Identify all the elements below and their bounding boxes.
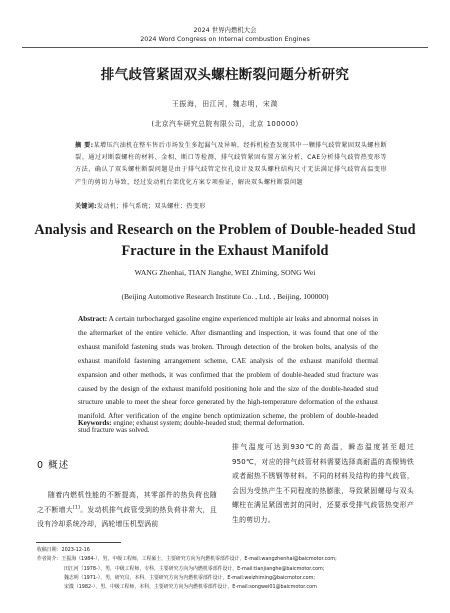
keywords-en-text: engine; exhaust system; double-headed stud; thermal deformation. [113, 419, 305, 427]
body-column-left [37, 488, 217, 532]
paper-title-en-line1: Analysis and Research on the Problem of Double-headed Stud [34, 222, 416, 238]
keywords-zh-text: 发动机；排气系统；双头螺柱；热变形 [96, 203, 206, 210]
keywords-en-label: Keywords: [78, 419, 112, 427]
conference-name-zh: 2024 世界内燃机大会 [193, 26, 257, 34]
body-text: 随着内燃机性能的不断提高，其零部件的热负荷也随之不断增大 [37, 491, 217, 514]
section-heading-overview: 0 概述 [37, 460, 70, 471]
abstract-zh [75, 140, 387, 189]
footnotes [37, 546, 437, 592]
abstract-en-text: A certain turbocharged gasoline engine experienced multiple air leaks and abnormal noises in the aftermarket of the entire vehicle. After dismantling and inspection, it was found that one of the exhaust manifold fastening studs was broken. Through detection of the broken bolts, analysis of the exhaust manifold fastening arrangement scheme, CAE analysis of the exhaust manifold thermal expansion and other methods, it was confirmed that the problem of double-headed stud fracture was caused by the design of the exhaust manifold positioning hole and the size of the double-headed stud structure unable to meet the shear force generated by the high-temperature deformation of the exhaust manifold. After verification of the engine bench optimization scheme, the problem of double-headed stud fracture was solved. [78, 315, 379, 435]
keywords-zh [75, 201, 387, 210]
affiliation-en: (Beijing Automotive Research Institute Co. , Ltd. , Beijing, 100000) [121, 292, 329, 301]
received-date: 收稿日期：2023-12-16 [37, 547, 90, 553]
paper-title-en-line2: Fracture in the Exhaust Manifold [121, 243, 329, 259]
body-paragraph [37, 488, 217, 532]
author-bio-3: 魏志明（1971-），男，研究员，本科，主要研究方向为内燃机零部件设计，E-mail:weizhiming@baicmotor.com; [64, 574, 315, 581]
author-bio-4: 宋溦（1982-），男，中级工程师，本科，主要研究方向为内燃机零部件设计，E-mail:songwei01@baicmotor.com [64, 584, 317, 591]
author-bio-1: 作者简介：王振海（1984-），男，中级工程师，工程硕士，主要研究方向为内燃机零部件设计，E-mail:wangzhenhai@baicmotor.com; [37, 556, 337, 563]
authors-en: WANG Zhenhai, TIAN Jianghe, WEI Zhiming, SONG Wei [134, 268, 316, 277]
affiliation-zh: (北京汽车研究总院有限公司，北京 100000) [151, 120, 299, 128]
conference-name-en: 2024 Word Congress on Internal combustion Engines [140, 35, 310, 43]
body-column-right [232, 440, 414, 528]
keywords-zh-label: 关键词: [75, 203, 97, 210]
author-bio-2: 田江河（1978-），男，中级工程师，专科，主要研究方向为内燃机零部件设计，E-mail:tianjianghe@baicmotor.com; [64, 565, 325, 572]
authors-zh: 王振海，田江河，魏志明，宋溦 [171, 100, 279, 108]
body-paragraph: 排气温度可达到930℃的高温，瞬态温度甚至超过950℃，对应的排气歧管材料需要选择高耐温的高镍铸铁或者耐热不锈钢等材料。不同的材料及结构的排气歧管，会因为受热产生不同程度的热膨胀，导致紧固螺母与双头螺柱在满足紧固密封的同时，还要承受排气歧管热变形产生的剪切力。 [232, 443, 414, 524]
body-text-cont: 。发动机排气歧管受到的热负荷非常大，且没有冷却系统冷却，涡轮增压机型涡前 [37, 505, 217, 529]
citation: [1] [73, 505, 81, 511]
paper-title-zh: 排气歧管紧固双头螺柱断裂问题分析研究 [100, 67, 350, 83]
footnote-rule [36, 542, 121, 543]
abstract-zh-text: 某增压汽油机在整车售后市场发生多起漏气及异响，经拆机检查发现其中一颗排气歧管紧固双头螺柱断裂。通过对断裂螺柱的材料、金相、断口等检测、排气歧管紧固布置方案分析、CAE分析排气歧管热变形等方法，确认了双头螺柱断裂问题是由于排气歧管定位孔设计及双头螺柱结构尺寸无法满足排气歧管高温变形产生的剪切力导致，经过发动机台架优化方案专项验证，解决双头螺柱断裂问题 [75, 142, 387, 186]
abstract-en-label: Abstract: [78, 315, 108, 323]
abstract-zh-label: 摘 要: [75, 142, 94, 149]
header-rule [22, 47, 428, 48]
keywords-en [78, 419, 408, 427]
